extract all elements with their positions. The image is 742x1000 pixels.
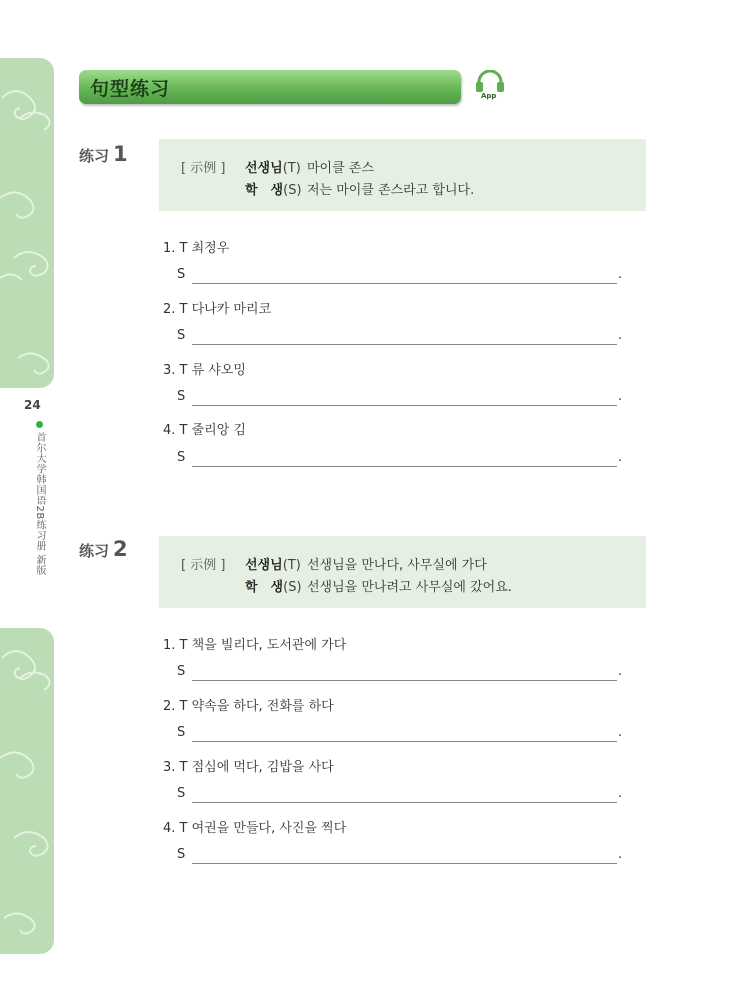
- example-role-teacher: [245, 157, 301, 176]
- example-student-text: 선생님을 만나려고 사무실에 갔어요.: [307, 580, 512, 595]
- role-code: (S): [283, 580, 302, 595]
- app-label: App: [481, 92, 497, 100]
- question-prompt: 4. T 여권을 만들다, 사진을 찍다: [163, 821, 347, 836]
- cloud-pattern-icon: [0, 628, 54, 954]
- answer-end: .: [618, 328, 623, 343]
- role-code: (T): [282, 558, 301, 573]
- answer-end: .: [618, 664, 623, 679]
- answer-row[interactable]: [177, 328, 627, 348]
- role-name: 학 생: [245, 580, 284, 595]
- example-role-student: [245, 576, 302, 595]
- example-role-teacher: [245, 554, 301, 573]
- exercise-label: 练习: [79, 542, 110, 560]
- answer-line[interactable]: [192, 405, 617, 406]
- question-prompt: 2. T 약속을 하다, 전화를 하다: [163, 699, 334, 714]
- example-role-student: [245, 179, 302, 198]
- exercise-label: 练习: [79, 147, 110, 165]
- exercise-1-heading: [79, 142, 128, 166]
- answer-label: S: [177, 328, 186, 343]
- headphones-icon: [474, 70, 506, 94]
- answer-end: .: [618, 450, 623, 465]
- answer-end: .: [618, 786, 623, 801]
- side-decoration-top: [0, 58, 54, 388]
- answer-line[interactable]: [192, 741, 617, 742]
- answer-label: S: [177, 450, 186, 465]
- answer-label: S: [177, 786, 186, 801]
- role-code: (T): [282, 161, 301, 176]
- app-audio-button[interactable]: [474, 70, 506, 104]
- example-tag: [ 示例 ]: [181, 161, 226, 176]
- page-number: 24: [24, 398, 41, 412]
- answer-line[interactable]: [192, 802, 617, 803]
- answer-line[interactable]: [192, 680, 617, 681]
- question-prompt: 3. T 류 샤오밍: [163, 363, 246, 378]
- role-code: (S): [283, 183, 302, 198]
- role-name: 선생님: [245, 558, 283, 573]
- role-name: 선생님: [245, 161, 283, 176]
- example-teacher-text: 마이클 존스: [307, 161, 374, 176]
- example-box-2: [159, 536, 646, 608]
- question-prompt: 1. T 최정우: [163, 241, 230, 256]
- answer-line[interactable]: [192, 283, 617, 284]
- question-prompt: 2. T 다나카 마리코: [163, 302, 272, 317]
- answer-label: S: [177, 725, 186, 740]
- question-prompt: 4. T 줄리앙 김: [163, 423, 246, 438]
- example-tag: [ 示例 ]: [181, 558, 226, 573]
- answer-row[interactable]: [177, 786, 627, 806]
- exercise-number: 1: [113, 142, 128, 166]
- answer-row[interactable]: [177, 725, 627, 745]
- answer-label: S: [177, 389, 186, 404]
- example-student-text: 저는 마이클 존스라고 합니다.: [307, 183, 475, 198]
- answer-end: .: [618, 389, 623, 404]
- answer-row[interactable]: [177, 847, 627, 867]
- role-name: 학 생: [245, 183, 284, 198]
- exercise-number: 2: [113, 537, 128, 561]
- section-title: 句型练习: [90, 78, 171, 100]
- green-dot-icon: [36, 421, 43, 428]
- question-prompt: 3. T 점심에 먹다, 김밥을 사다: [163, 760, 334, 775]
- answer-line[interactable]: [192, 863, 617, 864]
- answer-line[interactable]: [192, 466, 617, 467]
- example-teacher-text: 선생님을 만나다, 사무실에 가다: [307, 558, 487, 573]
- answer-end: .: [618, 847, 623, 862]
- answer-line[interactable]: [192, 344, 617, 345]
- side-decoration-bottom: [0, 628, 54, 954]
- cloud-pattern-icon: [0, 58, 54, 388]
- section-banner: [79, 70, 461, 104]
- side-caption: 首尔大学韩国语2B练习册 新版: [34, 432, 45, 576]
- exercise-2-heading: [79, 537, 128, 561]
- answer-label: S: [177, 847, 186, 862]
- answer-row[interactable]: [177, 267, 627, 287]
- answer-label: S: [177, 267, 186, 282]
- answer-row[interactable]: [177, 664, 627, 684]
- answer-row[interactable]: [177, 389, 627, 409]
- answer-row[interactable]: [177, 450, 627, 470]
- answer-label: S: [177, 664, 186, 679]
- example-box-1: [159, 139, 646, 211]
- question-prompt: 1. T 책을 빌리다, 도서관에 가다: [163, 638, 347, 653]
- answer-end: .: [618, 725, 623, 740]
- answer-end: .: [618, 267, 623, 282]
